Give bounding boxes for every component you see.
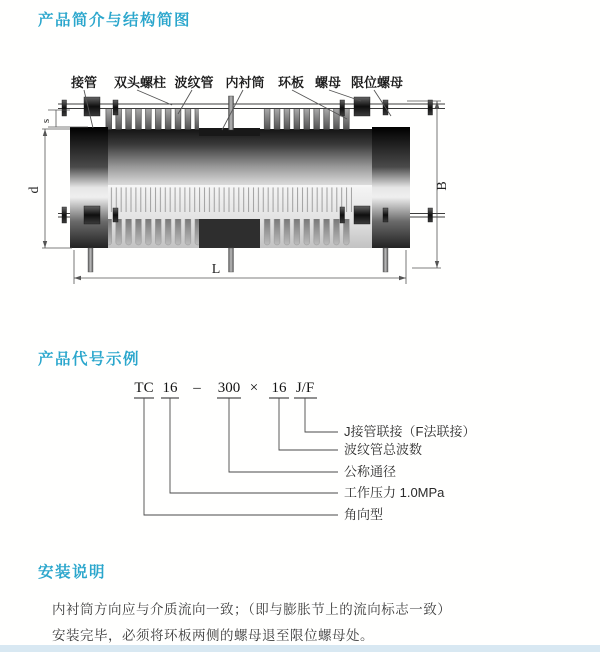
part-labels [70, 75, 403, 90]
part-label-bowenguan: 波纹管 [174, 75, 214, 90]
bellows-lower-left [104, 219, 199, 246]
dim-d [42, 129, 72, 248]
part-label-luomu: 螺母 [314, 75, 342, 90]
part-label-huanban: 环板 [277, 75, 305, 90]
dim-b-arrow-bot [435, 261, 439, 268]
callout-connection: J接管联接（F法联接） [344, 424, 476, 439]
code-seg-dash: – [193, 380, 201, 396]
nut [340, 207, 345, 223]
dim-label-s: s [40, 118, 52, 124]
dim-d-arrow-top [43, 129, 47, 136]
code-seg-conn: J/F [295, 380, 315, 396]
limit-nut-block [84, 206, 100, 224]
nut [113, 208, 118, 222]
leader-xianwei [374, 90, 391, 116]
dim-label-l: L [211, 262, 221, 277]
page-footer-strip [0, 645, 600, 652]
nut [113, 100, 118, 115]
dim-l [74, 250, 406, 284]
code-callout-lines [144, 398, 338, 515]
section-title-intro: 产品简介与结构简图 [38, 12, 192, 29]
limit-nut-block [354, 206, 370, 224]
stud [383, 248, 388, 272]
nut [340, 100, 345, 116]
code-callout-labels [344, 424, 475, 522]
axis-highlight [70, 185, 410, 187]
leader-luomu [329, 90, 361, 101]
collar-right [372, 127, 410, 248]
nut [428, 100, 433, 115]
dim-label-b: B [435, 181, 450, 191]
part-label-neichentong: 内衬筒 [225, 75, 265, 90]
collar-left [70, 127, 108, 248]
nut [383, 208, 388, 222]
dim-l-arrow-right [399, 276, 406, 280]
dim-s [48, 110, 88, 127]
install-paragraph [52, 597, 532, 648]
install-line-2: 安装完毕，必须将环板两侧的螺母退至限位螺母处。 [52, 627, 374, 643]
callout-type: 角向型 [344, 507, 384, 522]
part-label-xianwei: 限位螺母 [350, 75, 404, 90]
part-label-jieguan: 接管 [70, 75, 98, 90]
code-seg-waves: 16 [271, 380, 287, 396]
code-seg-type: TC [134, 380, 154, 396]
code-seg-times: × [249, 380, 259, 396]
stud [229, 248, 234, 272]
callout-diameter: 公称通径 [344, 464, 397, 479]
leader-shuangtou [137, 90, 172, 105]
bellows-hatch [104, 187, 352, 212]
nut [428, 208, 433, 222]
section-title-code: 产品代号示例 [38, 351, 141, 368]
callout-pressure: 工作压力 1.0MPa [344, 485, 445, 500]
bellows-top-left [104, 109, 199, 130]
studs-lower [88, 248, 388, 272]
stud [88, 248, 93, 272]
dim-label-d: d [27, 186, 42, 194]
structure-diagram [27, 75, 450, 284]
code-segments [134, 380, 314, 396]
nuts-upper [62, 97, 433, 116]
dim-l-arrow-left [74, 276, 81, 280]
code-seg-diameter: 300 [217, 380, 241, 396]
part-label-shuangtou: 双头螺柱 [113, 75, 167, 90]
code-seg-pressure: 16 [162, 380, 178, 396]
nut [62, 207, 67, 223]
dim-d-arrow-bot [43, 241, 47, 248]
nut [62, 100, 67, 116]
bellows-lower-right [262, 219, 352, 246]
body-upper [70, 129, 410, 185]
code-example-diagram [134, 380, 475, 522]
install-line-1: 内衬筒方向应与介质流向一致；（即与膨胀节上的流向标志一致） [52, 602, 452, 617]
section-title-install: 安装说明 [38, 564, 107, 581]
bellows-top-right [262, 109, 352, 130]
liner-band-lower [199, 219, 260, 248]
callout-waves: 波纹管总波数 [344, 442, 423, 457]
